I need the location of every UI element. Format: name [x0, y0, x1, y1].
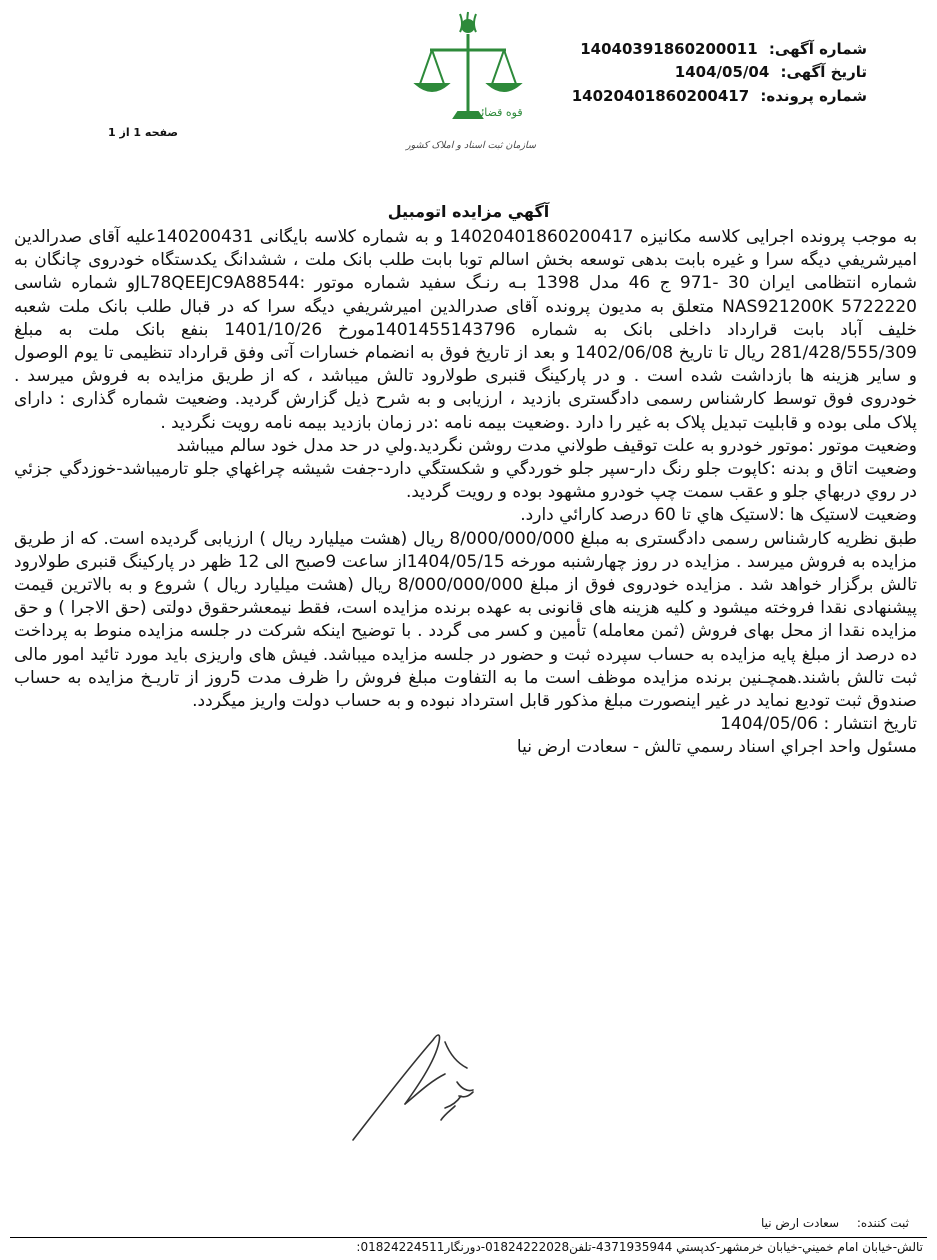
judiciary-scales-emblem-icon — [402, 6, 552, 156]
notice-number: 14040391860200011 — [580, 40, 758, 58]
body-paragraph-auction: طبق نظریه کارشناس رسمی دادگستری به مبلغ 8/000/000/000 ریال (هشت میلیارد ریال ) ارزیابی گردیده است. که از طریق مزایده به فروش میرسد . مزایده در روز چهارشنبه مورخه 1404/05/15از ساعت 9صبح الی 12 ظهر در پارکینگ قنبری طولارود تالش برگزار خواهد شد . مزایده خودروی فوق از مبلغ 8/000/000/000 ریال (هشت میلیارد ریال ) شروع و به بالاترین قیمت پیشنهادی نقدا فروخته میشود و کلیه هزینه های قانونی به عهده برنده مزایده است، فقط نیمعشرحقوق دولتی (حق الاجرا ) و حق مزایده نقدا از محل بهای فروش (ثمن معامله) تأمین و کسر می گردد . با توضیح اینکه شرکت در جلسه مزایده منوط به پرداخت ده درصد از مبلغ پایه مزایده به حساب سپرده ثبت و حضور در جلسه مزایده میباشد. فیش های واریزی باید مورد تائید امور مالی ثبت تالش باشند.همچـنین برنده مزایده موظف است ما به التفاوت مبلغ فروش را ظرف مدت 5روز از تاریـخ مزایده به حساب صندوق ثبت تودیع نماید در غیر اینصورت مبلغ مذکور قابل استرداد نبوده و به حساب دولت واریز میگردد. — [14, 528, 918, 712]
notice-number-line — [580, 40, 867, 58]
emblem-org-line-2: سازمان ثبت اسناد و املاک کشور — [406, 140, 536, 151]
registrar-line — [761, 1216, 909, 1230]
notice-body — [14, 226, 917, 760]
body-paragraph-cabin: وضعیت اتاق و بدنه :کاپوت جلو رنگ دار-سپر جلو خوردگي و شکستگي دارد-جفت شیشه چراغهاي جلو تارمیباشد-خوزدگي جزئي در روي دربهاي جلو و عقب سمت چپ خودرو مشهود بوده و رویت گردید. — [14, 459, 917, 503]
notice-number-label: شماره آگهی: — [768, 40, 867, 58]
page-number: صفحه 1 از 1 — [108, 126, 179, 139]
registrar-label: ثبت کننده: — [856, 1216, 909, 1230]
body-paragraph-engine: وضعیت موتور :موتور خودرو به علت توقیف طولاني مدت روشن نگردید.ولي در حد مدل خود سالم میباشد — [176, 435, 917, 456]
emblem-org-line-1: قوه قضائیه — [472, 106, 523, 119]
signatory-line: مسئول واحد اجراي اسناد رسمي تالش - سعادت ارض نیا — [516, 737, 917, 758]
file-number: 14020401860200417 — [571, 87, 750, 105]
notice-title: آگهي مزايده اتومبيل — [387, 202, 550, 221]
publish-date-label: تاریخ انتشار : — [823, 714, 917, 735]
file-number-line — [572, 87, 867, 105]
notice-date: 1404/05/04 — [674, 63, 770, 81]
handwritten-signature-icon — [345, 1012, 485, 1162]
file-number-label: شماره پرونده: — [760, 87, 867, 105]
publish-date: 1404/05/06 — [720, 714, 819, 735]
footer-address: تالش-خیابان امام خمیني-خیابان خرمشهر-کدپستي 4371935944-تلفن01824222028-دورنگار01824224511: — [356, 1240, 923, 1254]
body-paragraph-main: به موجب پرونده اجرایی کلاسه مکانیزه 14020401860200417 و به شماره کلاسه بایگانی 140200431علیه آقای صدرالدین امیرشریفي دیگه سرا و غیره بابت بدهی توسعه بخش اسالم توبا بابت طلب بانک ملت ، ششدانگ یکدستگاه خودروی چانگان به شماره انتظامی ایران 30 -971 ج 46 مدل 1398 بـه رنـگ سفید شماره موتور :JL78QEEJC9A88544و شماره شاسی NAS921200K 5722220 متعلق به مدیون پرونده آقای صدرالدین امیرشریفي دیگه سرا که در قبال طلب بانک ملت شعبه خلیف آباد بابت قرارداد داخلی بانک به شماره 1401455143796مورخ 1401/10/26 بنفع بانک ملت به مبلغ 281/428/555/309 ریال تا تاریخ 1402/06/08 و بعد از تاریخ فوق به انضمام خسارات آتی وفق قرارداد تنظیمی تا یوم الوصول و سایر هزینه ها بازداشت شده است . و در پارکینگ قنبری طولارود تالش میباشد ، که از طریق مزایده به فروش میرسد . خودروی فوق توسط کارشناس رسمی دادگستری بازدید ، ارزیابی و به شرح ذیل گزارش گردید. وضعیت شماره گذاری : دارای پلاک ملی بوده و قابلیت تبدیل پلاک به غیر را دارد .وضعیت بیمه نامه :در زمان بازدید بیمه نامه رویت نگردید . — [14, 227, 918, 433]
footer-divider — [10, 1237, 927, 1238]
body-paragraph-tires: وضعیت لاستیک ها :لاستیک هاي تا 60 درصد کارائي دارد. — [520, 505, 917, 526]
notice-date-label: تاریخ آگهی: — [780, 63, 867, 81]
publish-date-line — [14, 713, 917, 736]
registrar-name: سعادت ارض نیا — [760, 1216, 840, 1230]
notice-date-line — [675, 63, 867, 81]
